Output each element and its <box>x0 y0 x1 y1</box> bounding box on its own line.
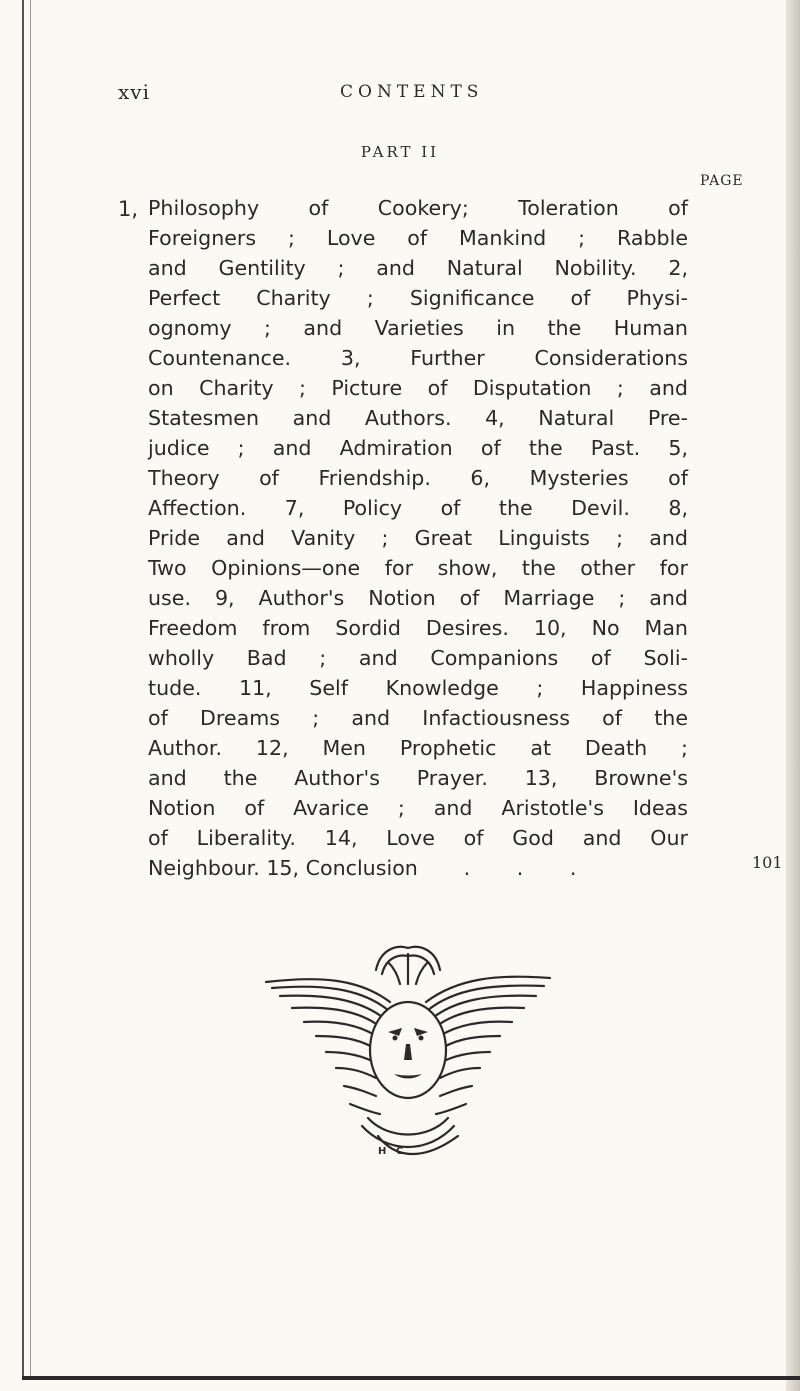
entry-line: of Liberality. 14, Love of God and Our <box>148 826 688 850</box>
dot-leader: . . . <box>463 856 597 880</box>
entry-line: Freedom from Sordid Desires. 10, No Man <box>148 616 688 640</box>
page-header <box>0 80 800 110</box>
entry-line: judice ; and Admiration of the Past. 5, <box>148 436 688 460</box>
entry-line: wholly Bad ; and Companions of Soli- <box>148 646 688 670</box>
bottom-rule <box>22 1376 800 1380</box>
entry-line: Foreigners ; Love of Mankind ; Rabble <box>148 226 688 250</box>
entry-line: Theory of Friendship. 6, Mysteries of <box>148 466 688 490</box>
page-column-label: PAGE <box>700 173 744 189</box>
entry-line: Statesmen and Authors. 4, Natural Pre- <box>148 406 688 430</box>
entry-line: Perfect Charity ; Significance of Physi- <box>148 286 688 310</box>
entry-line: Two Opinions—one for show, the other for <box>148 556 688 580</box>
entry-last-line <box>148 853 688 883</box>
entry-line: Pride and Vanity ; Great Linguists ; and <box>148 526 688 550</box>
part-title: PART II <box>360 143 440 161</box>
entry-line: on Charity ; Picture of Disputation ; and <box>148 376 688 400</box>
entry-line: of Dreams ; and Infactiousness of the <box>148 706 688 730</box>
page-edge-shadow <box>786 0 800 1391</box>
entry-number: 1, <box>118 197 139 221</box>
folio-number: xvi <box>118 80 150 104</box>
winged-head-ornament <box>258 940 558 1165</box>
entry-line: Author. 12, Men Prophetic at Death ; <box>148 736 688 760</box>
entry-page-number: 101 <box>752 853 783 872</box>
running-head: CONTENTS <box>340 82 484 102</box>
entry-line: ognomy ; and Varieties in the Human <box>148 316 688 340</box>
engraver-initials: H C <box>378 1146 407 1157</box>
entry-line: tude. 11, Self Knowledge ; Happiness <box>148 676 688 700</box>
entry-line: Countenance. 3, Further Considerations <box>148 346 688 370</box>
entry-line: Affection. 7, Policy of the Devil. 8, <box>148 496 688 520</box>
contents-entry <box>148 193 688 883</box>
entry-last-text: Neighbour. 15, Conclusion <box>148 856 418 880</box>
entry-line: Philosophy of Cookery; Toleration of <box>148 196 688 220</box>
entry-line: Notion of Avarice ; and Aristotle's Ideas <box>148 796 688 820</box>
entry-line: and Gentility ; and Natural Nobility. 2, <box>148 256 688 280</box>
entry-line: and the Author's Prayer. 13, Browne's <box>148 766 688 790</box>
entry-line: use. 9, Author's Notion of Marriage ; and <box>148 586 688 610</box>
left-margin-rule-inner <box>30 0 31 1378</box>
left-margin-rule <box>22 0 24 1378</box>
